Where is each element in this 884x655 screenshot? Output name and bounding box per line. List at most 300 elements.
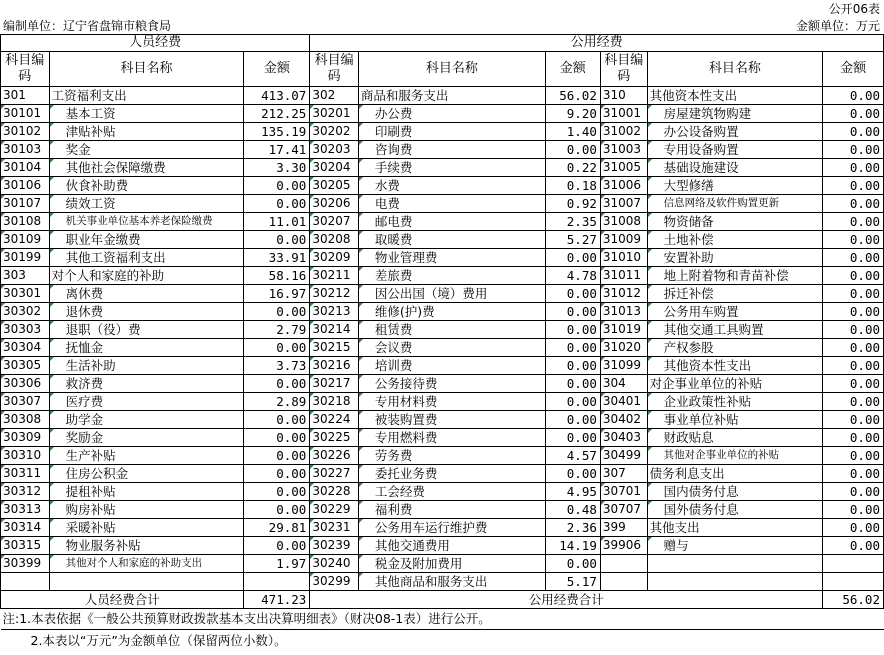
subject-code: 30399	[1, 555, 50, 573]
amount-value: 0.00	[545, 465, 600, 483]
subject-code: 30310	[1, 447, 50, 465]
subject-name: 对个人和家庭的补助	[49, 267, 244, 285]
subject-code: 31020	[600, 339, 647, 357]
subject-name: 其他资本性支出	[647, 357, 823, 375]
table-row	[1, 321, 884, 339]
subject-code: 31006	[600, 177, 647, 195]
amount-value: 0.00	[823, 483, 884, 501]
col-header-amount: 金额	[823, 52, 884, 87]
subject-name: 机关事业单位基本养老保险缴费	[49, 213, 244, 231]
subject-name: 奖金	[49, 141, 244, 159]
amount-value: 0.00	[823, 87, 884, 105]
table-caption-line	[0, 17, 884, 35]
section-header-row	[1, 35, 884, 52]
amount-value: 1.97	[244, 555, 310, 573]
subject-code: 30103	[1, 141, 50, 159]
public-total-label: 公用经费合计	[310, 591, 823, 609]
subject-name: 伙食补助费	[49, 177, 244, 195]
subject-name: 物业管理费	[358, 249, 545, 267]
subject-name: 被装购置费	[358, 411, 545, 429]
table-row	[1, 357, 884, 375]
subject-name: 物业服务补贴	[49, 537, 244, 555]
subject-name: 差旅费	[358, 267, 545, 285]
amount-value: 0.00	[823, 339, 884, 357]
subject-name: 奖励金	[49, 429, 244, 447]
amount-value: 2.36	[545, 519, 600, 537]
subject-name: 咨询费	[358, 141, 545, 159]
subject-name: 其他社会保障缴费	[49, 159, 244, 177]
amount-value: 4.78	[545, 267, 600, 285]
amount-value: 0.00	[244, 411, 310, 429]
amount-value: 5.17	[545, 573, 600, 591]
subject-code	[600, 573, 647, 591]
subject-name: 救济费	[49, 375, 244, 393]
subject-code: 31019	[600, 321, 647, 339]
subject-name: 租赁费	[358, 321, 545, 339]
amount-value: 0.00	[823, 411, 884, 429]
subject-name: 水费	[358, 177, 545, 195]
amount-value: 0.00	[545, 303, 600, 321]
col-header-code: 科目编码	[1, 52, 50, 87]
subject-name: 福利费	[358, 501, 545, 519]
subject-code: 303	[1, 267, 50, 285]
subject-name: 提租补贴	[49, 483, 244, 501]
subject-name: 印刷费	[358, 123, 545, 141]
amount-value: 11.01	[244, 213, 310, 231]
table-row	[1, 537, 884, 555]
amount-value: 0.00	[545, 411, 600, 429]
subject-code: 30201	[310, 105, 359, 123]
subject-name: 劳务费	[358, 447, 545, 465]
subject-name: 工资福利支出	[49, 87, 244, 105]
subject-code: 30212	[310, 285, 359, 303]
amount-value: 56.02	[545, 87, 600, 105]
subject-name: 绩效工资	[49, 195, 244, 213]
personnel-section-header: 人员经费	[1, 35, 310, 52]
subject-code: 30240	[310, 555, 359, 573]
subject-code: 301	[1, 87, 50, 105]
table-row	[1, 267, 884, 285]
subject-name: 会议费	[358, 339, 545, 357]
subject-code: 31002	[600, 123, 647, 141]
subject-name: 基础设施建设	[647, 159, 823, 177]
amount-value: 2.89	[244, 393, 310, 411]
table-row	[1, 555, 884, 573]
subject-code: 30305	[1, 357, 50, 375]
amount-value: 0.18	[545, 177, 600, 195]
amount-value: 16.97	[244, 285, 310, 303]
subject-code: 30204	[310, 159, 359, 177]
table-row	[1, 87, 884, 105]
subject-name: 采暖补贴	[49, 519, 244, 537]
subject-name: 其他商品和服务支出	[358, 573, 545, 591]
amount-value: 0.00	[244, 231, 310, 249]
subject-code: 30315	[1, 537, 50, 555]
subject-code: 30229	[310, 501, 359, 519]
table-row	[1, 501, 884, 519]
amount-value: 0.00	[244, 429, 310, 447]
subject-code: 30227	[310, 465, 359, 483]
amount-value: 0.00	[823, 285, 884, 303]
subject-name	[647, 555, 823, 573]
subject-code: 30102	[1, 123, 50, 141]
amount-value: 17.41	[244, 141, 310, 159]
amount-value: 0.00	[823, 105, 884, 123]
subject-name: 专用设备购置	[647, 141, 823, 159]
col-header-name: 科目名称	[647, 52, 823, 87]
amount-value: 3.73	[244, 357, 310, 375]
col-header-name: 科目名称	[49, 52, 244, 87]
amount-value: 9.20	[545, 105, 600, 123]
subject-code: 30209	[310, 249, 359, 267]
amount-value: 0.00	[823, 519, 884, 537]
amount-value: 0.00	[823, 141, 884, 159]
subject-code: 31008	[600, 213, 647, 231]
amount-value: 5.27	[545, 231, 600, 249]
amount-value: 0.00	[545, 285, 600, 303]
amount-value: 0.00	[823, 393, 884, 411]
subject-name: 购房补贴	[49, 501, 244, 519]
amount-value: 0.00	[823, 213, 884, 231]
subject-name: 地上附着物和青苗补偿	[647, 267, 823, 285]
subject-name: 其他对个人和家庭的补助支出	[49, 555, 244, 573]
subject-code: 30207	[310, 213, 359, 231]
table-row	[1, 249, 884, 267]
subject-name: 抚恤金	[49, 339, 244, 357]
table-row	[1, 285, 884, 303]
subject-code: 30225	[310, 429, 359, 447]
subject-code: 31099	[600, 357, 647, 375]
subject-code: 310	[600, 87, 647, 105]
subject-name: 其他对企事业单位的补贴	[647, 447, 823, 465]
amount-value: 0.00	[244, 483, 310, 501]
subject-name: 办公设备购置	[647, 123, 823, 141]
note-row	[1, 609, 884, 630]
subject-code: 31005	[600, 159, 647, 177]
subject-name: 委托业务费	[358, 465, 545, 483]
subject-name: 房屋建筑物购建	[647, 105, 823, 123]
amount-value: 0.00	[823, 159, 884, 177]
amount-value: 0.00	[823, 465, 884, 483]
amount-value: 0.00	[823, 501, 884, 519]
subject-name: 津贴补贴	[49, 123, 244, 141]
amount-value: 135.19	[244, 123, 310, 141]
amount-value: 2.35	[545, 213, 600, 231]
amount-value: 0.00	[545, 141, 600, 159]
subject-code: 30106	[1, 177, 50, 195]
amount-value: 0.00	[545, 555, 600, 573]
totals-row	[1, 591, 884, 609]
amount-value: 0.00	[823, 231, 884, 249]
subject-name: 国内债务付息	[647, 483, 823, 501]
subject-code: 31011	[600, 267, 647, 285]
table-row	[1, 411, 884, 429]
table-row	[1, 465, 884, 483]
subject-name: 其他交通费用	[358, 537, 545, 555]
amount-value: 0.92	[545, 195, 600, 213]
table-row	[1, 573, 884, 591]
subject-code: 30214	[310, 321, 359, 339]
subject-name: 对企事业单位的补贴	[647, 375, 823, 393]
subject-name: 其他交通工具购置	[647, 321, 823, 339]
amount-value: 0.00	[244, 303, 310, 321]
subject-code: 30304	[1, 339, 50, 357]
note-text: 注:1.本表依据《一般公共预算财政拨款基本支出决算明细表》（财决08-1表）进行公开。	[1, 609, 884, 630]
subject-name: 财政贴息	[647, 429, 823, 447]
amount-value: 0.00	[823, 267, 884, 285]
amount-value: 0.00	[244, 195, 310, 213]
subject-code: 30707	[600, 501, 647, 519]
expenditure-table	[0, 34, 884, 652]
subject-code: 30109	[1, 231, 50, 249]
subject-code: 30218	[310, 393, 359, 411]
subject-code: 30231	[310, 519, 359, 537]
amount-value: 0.00	[244, 375, 310, 393]
table-row	[1, 105, 884, 123]
amount-value: 3.30	[244, 159, 310, 177]
amount-value: 4.95	[545, 483, 600, 501]
subject-code: 30208	[310, 231, 359, 249]
subject-name: 公务用车购置	[647, 303, 823, 321]
table-row	[1, 123, 884, 141]
subject-code: 30224	[310, 411, 359, 429]
amount-value: 0.00	[823, 375, 884, 393]
subject-name: 土地补偿	[647, 231, 823, 249]
subject-code	[1, 573, 50, 591]
subject-name: 公务接待费	[358, 375, 545, 393]
subject-code: 30107	[1, 195, 50, 213]
amount-value: 0.00	[545, 249, 600, 267]
subject-name: 公务用车运行维护费	[358, 519, 545, 537]
amount-value: 0.00	[545, 339, 600, 357]
subject-name: 债务利息支出	[647, 465, 823, 483]
subject-name: 国外债务付息	[647, 501, 823, 519]
subject-code: 30211	[310, 267, 359, 285]
subject-name: 电费	[358, 195, 545, 213]
amount-value: 0.00	[823, 357, 884, 375]
amount-value: 14.19	[545, 537, 600, 555]
table-row	[1, 519, 884, 537]
table-row	[1, 141, 884, 159]
subject-name: 职业年金缴费	[49, 231, 244, 249]
table-row	[1, 483, 884, 501]
subject-name: 其他支出	[647, 519, 823, 537]
subject-code: 30205	[310, 177, 359, 195]
table-row	[1, 447, 884, 465]
subject-name: 退休费	[49, 303, 244, 321]
amount-value: 0.00	[244, 339, 310, 357]
amount-value: 0.00	[823, 321, 884, 339]
note-text: 2.本表以“万元”为金额单位（保留两位小数）。	[30, 633, 287, 648]
subject-code: 30307	[1, 393, 50, 411]
public-section-header: 公用经费	[310, 35, 884, 52]
subject-name: 物资储备	[647, 213, 823, 231]
col-header-code: 科目编码	[600, 52, 647, 87]
subject-code: 30226	[310, 447, 359, 465]
subject-name: 邮电费	[358, 213, 545, 231]
amount-value: 29.81	[244, 519, 310, 537]
subject-code: 307	[600, 465, 647, 483]
subject-name: 手续费	[358, 159, 545, 177]
amount-value: 0.00	[244, 465, 310, 483]
col-header-code: 科目编码	[310, 52, 359, 87]
amount-value: 0.48	[545, 501, 600, 519]
subject-name: 办公费	[358, 105, 545, 123]
subject-name: 税金及附加费用	[358, 555, 545, 573]
subject-code: 31001	[600, 105, 647, 123]
subject-code: 302	[310, 87, 359, 105]
amount-value: 0.00	[545, 375, 600, 393]
subject-name: 其他资本性支出	[647, 87, 823, 105]
subject-code: 30313	[1, 501, 50, 519]
amount-value: 0.00	[244, 501, 310, 519]
amount-value: 0.00	[823, 249, 884, 267]
subject-code: 30213	[310, 303, 359, 321]
column-header-row	[1, 52, 884, 87]
amount-value: 0.00	[823, 195, 884, 213]
amount-value	[823, 555, 884, 573]
subject-name: 医疗费	[49, 393, 244, 411]
subject-code: 30401	[600, 393, 647, 411]
col-header-name: 科目名称	[358, 52, 545, 87]
subject-name: 住房公积金	[49, 465, 244, 483]
table-row	[1, 213, 884, 231]
subject-code: 30306	[1, 375, 50, 393]
subject-code: 30101	[1, 105, 50, 123]
amount-value: 1.40	[545, 123, 600, 141]
subject-code: 31003	[600, 141, 647, 159]
table-row	[1, 159, 884, 177]
amount-value: 0.00	[823, 447, 884, 465]
table-row	[1, 177, 884, 195]
subject-code: 30302	[1, 303, 50, 321]
amount-value: 33.91	[244, 249, 310, 267]
subject-code: 30701	[600, 483, 647, 501]
subject-name: 生活补助	[49, 357, 244, 375]
amount-value: 0.00	[823, 303, 884, 321]
amount-value	[823, 573, 884, 591]
amount-value: 58.16	[244, 267, 310, 285]
amount-value: 0.00	[823, 429, 884, 447]
subject-name: 退职（役）费	[49, 321, 244, 339]
amount-value: 2.79	[244, 321, 310, 339]
subject-code: 31009	[600, 231, 647, 249]
subject-name	[647, 573, 823, 591]
amount-value: 413.07	[244, 87, 310, 105]
amount-value: 0.00	[545, 393, 600, 411]
public-total-amount: 56.02	[823, 591, 884, 609]
subject-code: 30199	[1, 249, 50, 267]
amount-value: 0.00	[244, 537, 310, 555]
subject-name: 取暖费	[358, 231, 545, 249]
table-row	[1, 195, 884, 213]
table-row	[1, 339, 884, 357]
subject-name: 其他工资福利支出	[49, 249, 244, 267]
table-row	[1, 375, 884, 393]
subject-name: 事业单位补贴	[647, 411, 823, 429]
subject-name: 大型修缮	[647, 177, 823, 195]
subject-code: 30215	[310, 339, 359, 357]
subject-code: 30402	[600, 411, 647, 429]
subject-code: 30299	[310, 573, 359, 591]
subject-code: 31010	[600, 249, 647, 267]
table-row	[1, 303, 884, 321]
subject-name: 信息网络及软件购置更新	[647, 195, 823, 213]
subject-name: 培训费	[358, 357, 545, 375]
subject-code: 30217	[310, 375, 359, 393]
subject-name: 商品和服务支出	[358, 87, 545, 105]
amount-value	[244, 573, 310, 591]
amount-value: 0.00	[823, 123, 884, 141]
form-number-line	[0, 0, 884, 18]
table-row	[1, 429, 884, 447]
subject-name: 专用材料费	[358, 393, 545, 411]
subject-code: 30311	[1, 465, 50, 483]
form-number: 公开06表	[828, 2, 880, 16]
amount-value: 0.00	[545, 321, 600, 339]
subject-code: 30312	[1, 483, 50, 501]
subject-name: 安置补助	[647, 249, 823, 267]
personnel-total-amount: 471.23	[244, 591, 310, 609]
subject-code: 30314	[1, 519, 50, 537]
amount-value: 212.25	[244, 105, 310, 123]
subject-name: 维修(护)费	[358, 303, 545, 321]
subject-code: 30203	[310, 141, 359, 159]
subject-code: 30239	[310, 537, 359, 555]
subject-name	[49, 573, 244, 591]
subject-name: 基本工资	[49, 105, 244, 123]
subject-code: 304	[600, 375, 647, 393]
organization-label: 编制单位：辽宁省盘锦市粮食局	[3, 19, 172, 33]
subject-name: 工会经费	[358, 483, 545, 501]
subject-name: 离休费	[49, 285, 244, 303]
amount-unit-label: 金额单位：万元	[795, 19, 880, 33]
subject-code: 30206	[310, 195, 359, 213]
subject-code: 31013	[600, 303, 647, 321]
subject-code	[600, 555, 647, 573]
subject-code: 31012	[600, 285, 647, 303]
subject-code: 30403	[600, 429, 647, 447]
amount-value: 4.57	[545, 447, 600, 465]
amount-value: 0.00	[823, 537, 884, 555]
subject-code: 30104	[1, 159, 50, 177]
subject-code: 31007	[600, 195, 647, 213]
subject-code: 30308	[1, 411, 50, 429]
subject-code: 30303	[1, 321, 50, 339]
subject-code: 30108	[1, 213, 50, 231]
subject-name: 助学金	[49, 411, 244, 429]
amount-value: 0.22	[545, 159, 600, 177]
subject-code: 30216	[310, 357, 359, 375]
subject-code: 39906	[600, 537, 647, 555]
col-header-amount: 金额	[545, 52, 600, 87]
amount-value: 0.00	[244, 447, 310, 465]
amount-value: 0.00	[244, 177, 310, 195]
subject-code: 30301	[1, 285, 50, 303]
note-row	[1, 630, 884, 653]
subject-name: 生产补贴	[49, 447, 244, 465]
amount-value: 0.00	[823, 177, 884, 195]
amount-value: 0.00	[545, 357, 600, 375]
subject-name: 专用燃料费	[358, 429, 545, 447]
subject-code: 30202	[310, 123, 359, 141]
subject-name: 因公出国（境）费用	[358, 285, 545, 303]
amount-value: 0.00	[545, 429, 600, 447]
col-header-amount: 金额	[244, 52, 310, 87]
subject-code: 30228	[310, 483, 359, 501]
subject-code: 30309	[1, 429, 50, 447]
subject-code: 30499	[600, 447, 647, 465]
